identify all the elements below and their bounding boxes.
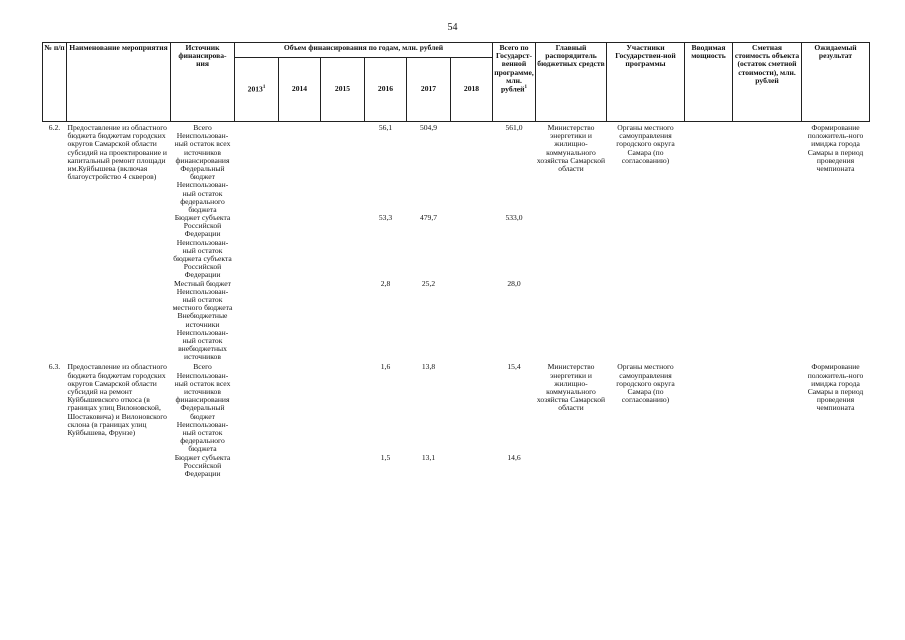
value-total: 533,0 bbox=[505, 213, 523, 223]
source-label: Неиспользован-ный остаток местного бюджета bbox=[172, 286, 233, 313]
value-2017: 13,1 bbox=[421, 452, 436, 462]
value-total: 28,0 bbox=[507, 278, 521, 288]
header-result: Ожидаемый результат bbox=[802, 43, 870, 122]
value-2017: 13,8 bbox=[421, 362, 436, 372]
financing-table bbox=[42, 42, 870, 478]
header-total bbox=[493, 43, 536, 122]
source-label: Федеральный бюджет bbox=[180, 403, 225, 421]
header-year-2017: 2017 bbox=[407, 58, 451, 122]
header-capacity: Вводимая мощность bbox=[685, 43, 733, 122]
header-cost: Сметная стоимость объекта (остаток сметной стоимости), млн. рублей bbox=[733, 43, 802, 122]
source-label: Внебюджетные источники bbox=[177, 311, 228, 329]
header-total-sup: 1 bbox=[524, 84, 527, 90]
value-2017: 25,2 bbox=[421, 278, 436, 288]
header-source: Источник финансирова-ния bbox=[171, 43, 235, 122]
value-2016: 1,5 bbox=[380, 452, 391, 462]
result-cell: Формирование положитель-ного имиджа города Самары в период проведения чемпионата bbox=[807, 362, 864, 413]
activity-name: Предоставление из областного бюджета бюджетам городских округов Самарской области субсидий на ремонт Куйбышевского откоса (в границах улиц Вилоновской, Шостаковича) и Вилоновского склона (в границах улиц Куйбышева, Фрунзе) bbox=[67, 362, 167, 437]
value-total: 561,0 bbox=[505, 123, 523, 132]
source-label: Неиспользован-ный остаток федерального бюджета bbox=[176, 419, 229, 454]
value-total: 14,6 bbox=[507, 452, 521, 462]
row-number: 6.2. bbox=[48, 123, 61, 132]
source-label: Федеральный бюджет bbox=[180, 163, 225, 182]
header-total-text: Всего по Государст-венной программе, млн. рублей bbox=[494, 43, 534, 94]
header-manager: Главный распорядитель бюджетных средств bbox=[536, 43, 607, 122]
table-row bbox=[43, 361, 870, 371]
source-label: Неиспользован-ный остаток внебюджетных источников bbox=[176, 327, 229, 362]
manager-cell: Министерство энергетики и жилищно-коммунального хозяйства Самарской области bbox=[536, 123, 606, 173]
header-name: Наименование мероприятия bbox=[67, 43, 171, 122]
header-year-2016: 2016 bbox=[365, 58, 407, 122]
participants-cell: Органы местного самоуправления городского округа Самара (по согласованию) bbox=[616, 123, 675, 165]
activity-name: Предоставление из областного бюджета бюджетам городских округов Самарской области субсидий на проектирование и капитальный ремонт площади им.Куйбышева (включая благоустройство 4 скверов) bbox=[67, 123, 167, 182]
source-label: Неиспользован-ный остаток всех источников финансирования bbox=[174, 131, 231, 165]
value-2017: 479,7 bbox=[419, 213, 438, 223]
source-label: Всего bbox=[193, 362, 212, 372]
header-num: № п/п bbox=[43, 43, 67, 122]
header-year-2013 bbox=[235, 58, 279, 122]
value-total: 15,4 bbox=[507, 362, 521, 372]
source-label: Бюджет субъекта Российской Федерации bbox=[174, 452, 231, 478]
year-2013-text: 2013 bbox=[247, 84, 263, 94]
header-year-2014: 2014 bbox=[279, 58, 321, 122]
header-participants: Участники Государствен-ной программы bbox=[607, 43, 685, 122]
value-2016: 56,1 bbox=[378, 123, 393, 132]
participants-cell: Органы местного самоуправления городского округа Самара (по согласованию) bbox=[616, 362, 675, 405]
header-funding-group: Объем финансирования по годам, млн. рублей bbox=[235, 43, 493, 58]
result-cell: Формирование положитель-ного имиджа города Самары в период проведения чемпионата bbox=[807, 123, 864, 173]
year-2013-sup: 1 bbox=[262, 85, 266, 91]
header-row-1 bbox=[43, 43, 870, 58]
header-year-2018: 2018 bbox=[451, 58, 493, 122]
value-2016: 2,8 bbox=[380, 278, 391, 288]
source-label: Неиспользован-ный остаток федерального бюджета bbox=[176, 180, 229, 214]
value-2016: 53,3 bbox=[378, 213, 393, 223]
source-label: Бюджет субъекта Российской Федерации bbox=[174, 213, 231, 239]
manager-cell: Министерство энергетики и жилищно-коммунального хозяйства Самарской области bbox=[536, 362, 606, 413]
source-label: Неиспользован-ный остаток всех источников финансирования bbox=[174, 370, 231, 405]
table-row bbox=[43, 122, 870, 133]
row-number: 6.3. bbox=[48, 362, 61, 372]
value-2016: 1,6 bbox=[380, 362, 391, 372]
source-label: Всего bbox=[193, 123, 212, 132]
value-2017: 504,9 bbox=[419, 123, 438, 132]
page-number: 54 bbox=[447, 22, 458, 33]
header-year-2015: 2015 bbox=[321, 58, 365, 122]
source-label: Местный бюджет bbox=[174, 278, 231, 288]
source-label: Неиспользован-ный остаток бюджета субъекта Российской Федерации bbox=[173, 237, 232, 280]
